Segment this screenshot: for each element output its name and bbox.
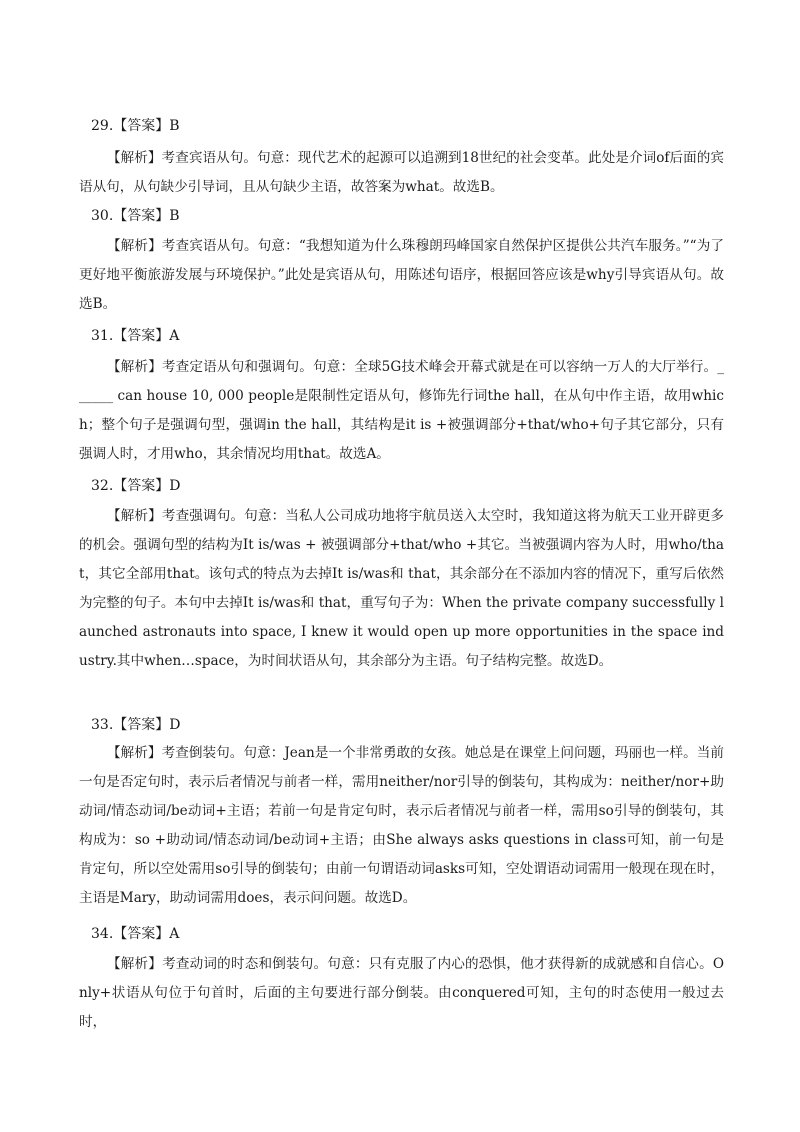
analysis-31: 【解析】考查定语从句和强调句。句意：全球5G技术峰会开幕式就是在可以容纳一万人的大厅举行。______ can house 10, 000 people是限制性定语从句，修饰先行词the hall，在从句中作主语，故用which；整个句子是强调句型，强调in the hall，其结构是it is +被强调部分+that/who+句子其它部分，只有强调人时，才用who，其余情况均用that。故选A。 bbox=[79, 359, 724, 462]
analysis-34: 【解析】考查动词的时态和倒装句。句意：只有克服了内心的恐惧，他才获得新的成就感和自信心。Only+状语从句位于句首时，后面的主句要进行部分倒装。由conquered可知，主句的时态使用一般过去时， bbox=[79, 956, 724, 1030]
answer-29: 29.【答案】B bbox=[91, 118, 180, 134]
answer-30: 30.【答案】B bbox=[91, 208, 180, 224]
analysis-33: 【解析】考查倒装句。句意：Jean是一个非常勇敢的女孩。她总是在课堂上问问题，玛丽也一样。当前一句是否定句时，表示后者情况与前者一样，需用neither/nor引导的倒装句，其构成为：neither/nor+助动词/情态动词/be动词+主语；若前一句是肯定句时，表示后者情况与前者一样，需用so引导的倒装句，其构成为：so +助动词/情态动词/be动词+主语；由She always asks questions in class可知，前一句是肯定句，所以空处需用so引导的倒装句；由前一句谓语动词asks可知，空处谓语动词需用一般现在现在时，主语是Mary，助动词需用does，表示问问题。故选D。 bbox=[79, 745, 724, 906]
analysis-30: 【解析】考查宾语从句。句意：“我想知道为什么珠穆朗玛峰国家自然保护区提供公共汽车服务。”“为了更好地平衡旅游发展与环境保护。”此处是宾语从句，用陈述句语序，根据回答应该是why引导宾语从句。故选B。 bbox=[79, 238, 724, 312]
answer-31: 31.【答案】A bbox=[91, 328, 180, 344]
answer-34: 34.【答案】A bbox=[91, 926, 180, 942]
analysis-32: 【解析】考查强调句。句意：当私人公司成功地将宇航员送入太空时，我知道这将为航天工业开辟更多的机会。强调句型的结构为It is/was + 被强调部分+that/who +其它。当被强调内容为人时，用who/that，其它全部用that。该句式的特点为去掉It is/was和 that，其余部分在不添加内容的情况下，重写后依然为完整的句子。本句中去掉It is/was和 that，重写句子为：When the private company successfully launched astronauts into space, I knew it would open up more opportunities in the space industry.其中when…space，为时间状语从句，其余部分为主语。句子结构完整。故选D。 bbox=[79, 508, 724, 669]
answer-32: 32.【答案】D bbox=[91, 478, 181, 494]
answer-33: 33.【答案】D bbox=[91, 717, 181, 733]
analysis-29: 【解析】考查宾语从句。句意：现代艺术的起源可以追溯到18世纪的社会变革。此处是介词of后面的宾语从句，从句缺少引导词，且从句缺少主语，故答案为what。故选B。 bbox=[79, 150, 724, 195]
